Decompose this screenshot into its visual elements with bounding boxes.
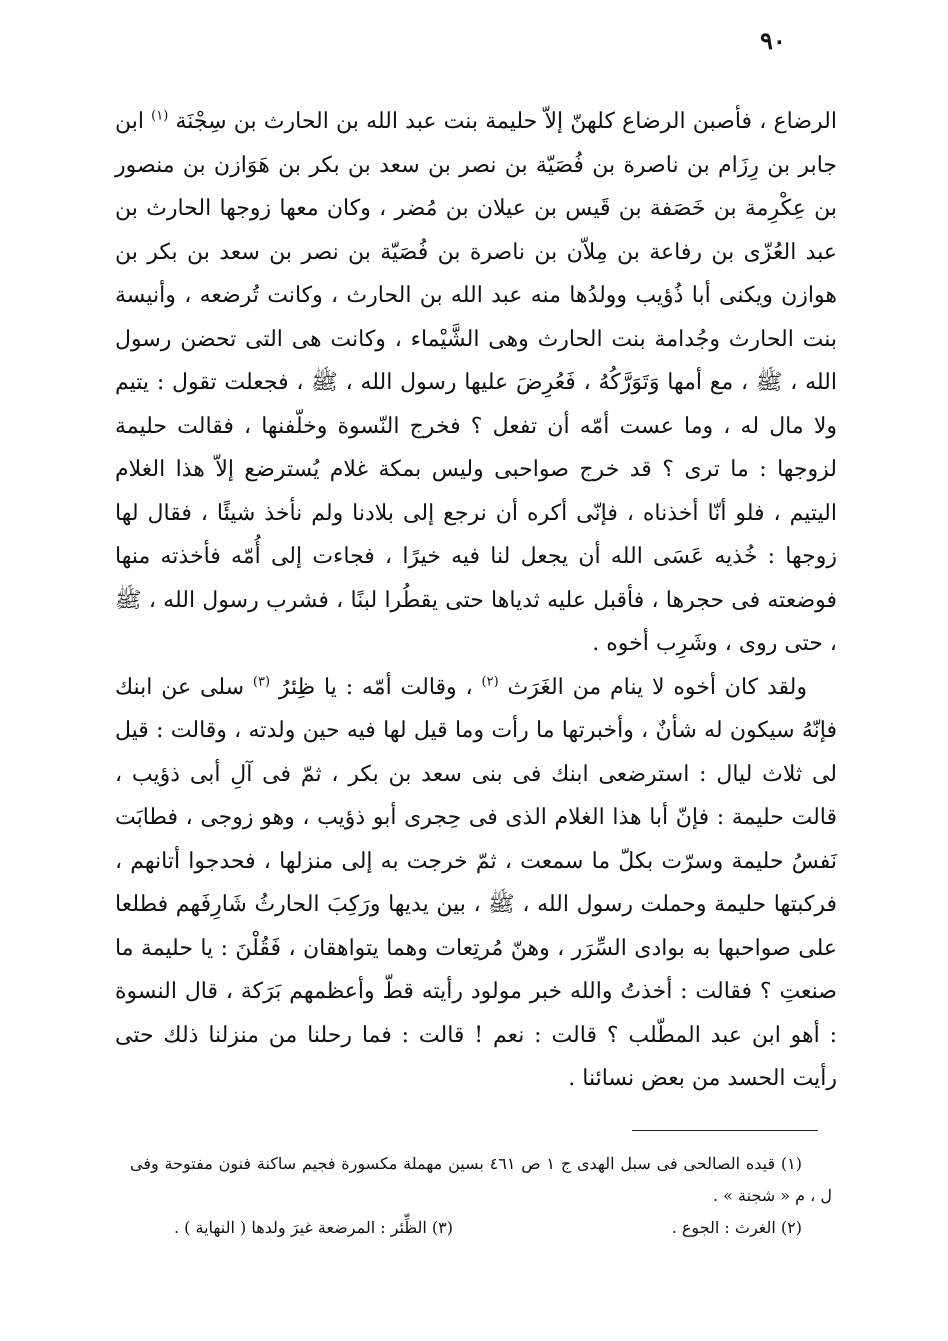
- main-text: [115, 100, 837, 1101]
- footnote-3: (٣) الظِّئر : المرضعة غيرَ ولدها ( النهاية ) .: [174, 1218, 453, 1237]
- footnote-marker: (٣): [252, 674, 271, 690]
- footnotes: [130, 1148, 832, 1244]
- footnote-separator: [632, 1130, 818, 1131]
- footnote-1: (١) قيده الصالحى فى سبل الهدى ج ١ ص ٤٦١ بسين مهملة مكسورة فجيم ساكنة فنون مفتوحة وفى ل ، م « شجنة » .: [130, 1154, 832, 1205]
- footnote-row: [130, 1212, 832, 1244]
- footnote-marker: (١): [151, 108, 169, 124]
- paragraph: [115, 100, 837, 666]
- page-number: ٩٠: [760, 26, 786, 55]
- paragraph: [115, 666, 837, 1101]
- footnote-2: (٢) الغرث : الجوع .: [671, 1218, 802, 1237]
- paragraph-text: الرضاع ، فأصبن الرضاع كلهنّ إلاّ حليمة بنت عبد الله بن الحارث بن سِجْنَة: [168, 109, 837, 134]
- paragraph-text: ، وقالت أمّه : يا ظِئرُ: [270, 674, 482, 700]
- paragraph-text: سلى عن ابنك فإنّهُ سيكون له شأنٌ ، وأخبرتها ما رأت وما قيل لها فيه حين ولدته ، وقالت : قيل لى ثلاث ليال : استرضعى ابنك فى بنى سعد بن بكر ، ثمّ فى آلِ أبى ذؤيب ، قالت حليمة : فإنّ أبا هذا الغلام الذى فى حِجرى أبو ذؤيب ، وهو زوجى ، فطابَت نَفسُ حليمة وسرّت بكلّ ما سمعت ، ثمّ خرجت به إلى منزلها ، فحدجوا أتانهم ، فركبتها حليمة وحملت رسول الله ، ﷺ ، بين يديها ورَكِبَ الحارثُ شَارِفَهم فطلعا على صواحبها به بوادى السِّرَر ، وهنّ مُرتِعات وهما يتواهقان ، فَقُلْنَ : يا حليمة ما صنعتِ ؟ فقالت : أخذتُ والله خبر مولود رأيته قطّ وأعظمهم بَرَكة ، قال النسوة : أهو ابن عبد المطّلب ؟ قالت : نعم ! قالت : فما رحلنا من منزلنا ذلك حتى رأيت الحسد من بعض نسائنا .: [115, 674, 837, 1091]
- footnote-marker: (٢): [481, 674, 499, 690]
- paragraph-text: ولقد كان أخوه لا ينام من الغَرَث: [498, 674, 807, 700]
- paragraph-text: ابن جابر بن رِزَام بن ناصرة بن فُصَيّة بن نصر بن سعد بن بكر بن هَوَازن بن منصور بن عِكْرِمة بن خَصَفة بن قَيس بن عيلان بن مُضر ، وكان معها زوجها الحارث بن عبد العُزّى بن رفاعة بن مِلاّن بن ناصرة بن فُصَيّة بن نصر بن سعد بن بكر بن هوازن ويكنى أبا ذُؤيب وولدُها منه عبد الله بن الحارث ، وكانت تُرضعه ، وأنيسة بنت الحارث وجُدامة بنت الحارث وهى الشَّيْماء ، وكانت هى التى تحضن رسول الله ، ﷺ ، مع أمها وَتَوَرَّكُهُ ، فَعُرِضَ عليها رسول الله ، ﷺ ، فجعلت تقول : يتيم ولا مال له ، وما عست أمّه أن تفعل ؟ فخرج النّسوة وخلّفنها ، فقالت حليمة لزوجها : ما ترى ؟ قد خرج صواحبى وليس بمكة غلام يُسترضع إلاّ هذا الغلام اليتيم ، فلو أنّا أخذناه ، فإنّى أكره أن نرجع إلى بلادنا ولم نأخذ شيئًا ، فقال لها زوجها : خُذيه عَسَى الله أن يجعل لنا فيه خيرًا ، فجاءت إلى أُمّه فأخذته منها فوضعته فى حجرها ، فأقبل عليه ثدياها حتى يقطُرا لبنًا ، فشرب رسول الله ، ﷺ ، حتى روى ، وشَرِب أخوه .: [115, 109, 838, 656]
